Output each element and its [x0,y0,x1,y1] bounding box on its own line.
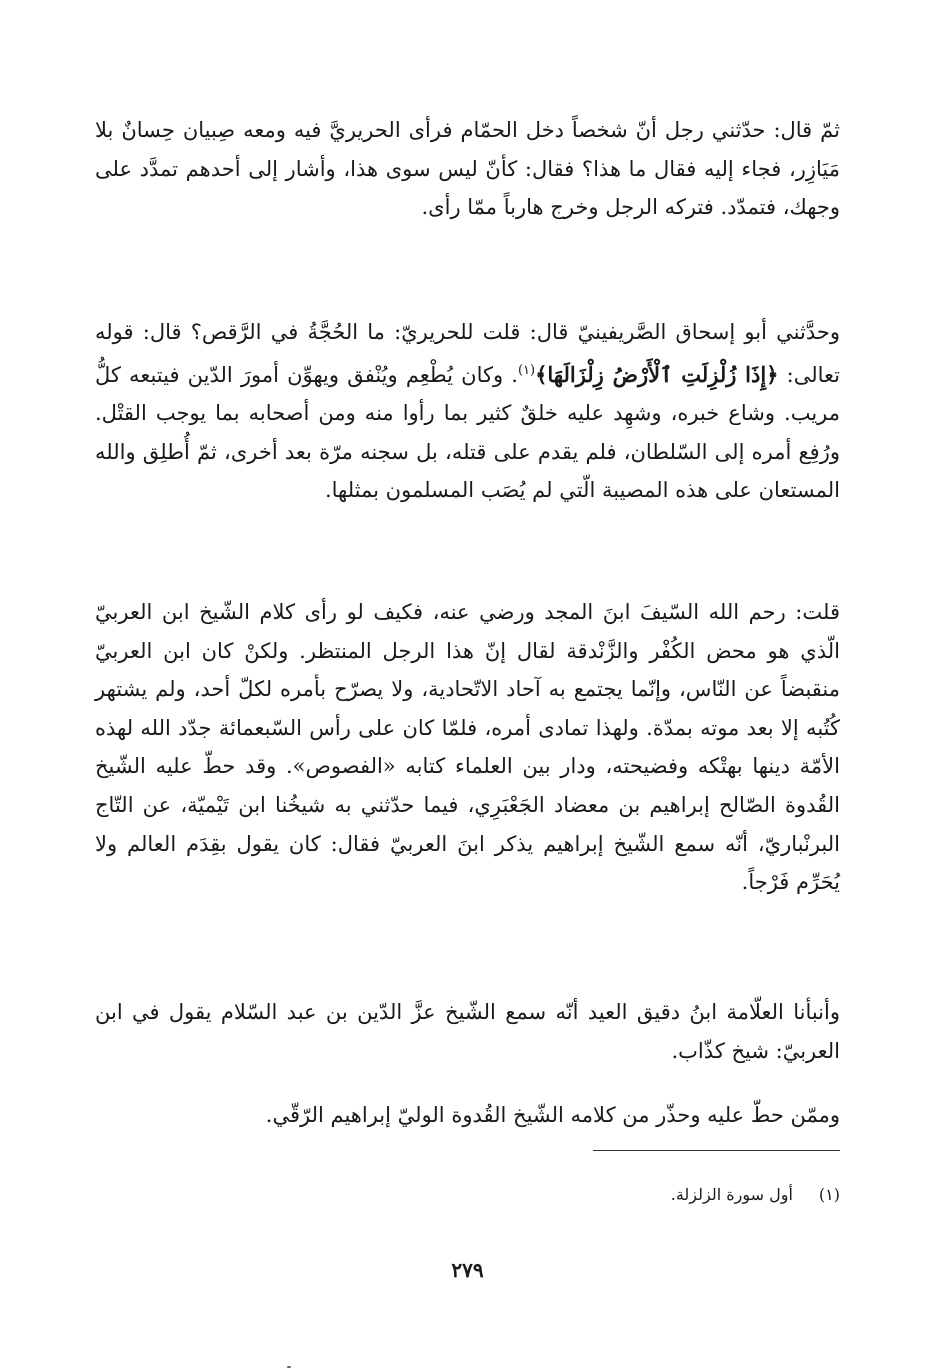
paragraph-1 [95,111,840,227]
footnote-text: أول سورة الزلزلة. [670,1185,793,1204]
paragraph-4-text: وأنبأنا العلّامة ابنُ دقيق العيد أنّه سمع الشّيخ عزَّ الدّين بن عبد السّلام يقول في ابن العربيّ: شيخ كذّاب. [95,1000,840,1063]
paragraph-2-rest: . وكان يُطْعِم ويُنْفق ويهوِّن أمورَ الدّين فيتبعه كلُّ مريب. وشاع خبره، وشهِد عليه خلقٌ كثير بما رأوا منه ومن أصحابه بما يوجب القتْل. ورُفِع أمره إلى السّلطان، فلم يقدم على قتله، بل سجنه مرّة بعد أخرى، ثمّ أُطلِق والله المستعان على هذه المصيبة الّتي لم يُصَب المسلمون بمثلها. [95,362,840,503]
paragraph-2-lead: وحدَّثني أبو إسحاق الصَّريفينيّ قال: قلت للحريريّ: ما الحُجَّةُ في الرَّقص؟ قال: قوله تعالى: [95,320,840,387]
paragraph-2-text [95,313,840,510]
paragraph-1-text: ثمّ قال: حدّثني رجل أنّ شخصاً دخل الحمّام فرأى الحريريَّ فيه ومعه صِبيان حِسانٌ بلا مَيَازِر، فجاء إليه فقال ما هذا؟ فقال: كأنّ ليس سوى هذا، وأشار إلى أحدهم تمدَّد على وجهك، فتمدّد. فتركه الرجل وخرج هارباً ممّا رأى. [95,118,840,220]
scan-speck [287,1366,291,1368]
footnote-number: (١) [818,1185,840,1204]
paragraph-5-text: وممّن حطّ عليه وحذّر من كلامه الشّيخ القُدوة الوليّ إبراهيم الرّقّي. [265,1103,840,1127]
paragraph-3 [95,593,840,902]
footnote-divider [593,1150,840,1151]
page-number: ٢٧٩ [451,1258,484,1282]
paragraph-4 [95,993,840,1070]
paragraph-2 [95,313,840,510]
paragraph-3-text: قلت: رحم الله السّيفَ ابنَ المجد ورضي عنه، فكيف لو رأى كلام الشّيخ ابن العربيّ الّذي هو محض الكُفْر والزَّنْدقة لقال إنّ هذا الرجل المنتظر. ولكنْ كان ابن العربيّ منقبضاً عن النّاس، وإنّما يجتمع به آحاد الاتّحادية، ولا يصرّح بأمره لكلّ أحد، ولم يشتهر كُتُبه إلا بعد موته بمدّة. ولهذا تمادى أمره، فلمّا كان على رأس السّبعمائة جدّد الله لهذه الأمّة دينها بهتْكه وفضيحته، ودار بين العلماء كتابه «الفصوص». وقد حطّ عليه الشّيخ القُدوة الصّالح إبراهيم بن معضاد الجَعْبَرِي، فيما حدّثني به شيخُنا ابن تَيْميّة، عن التّاج البرنْباريّ، أنّه سمع الشّيخ إبراهيم يذكر ابنَ العربيّ فقال: كان يقول بقِدَم العالم ولا يُحَرِّم فَرْجاً. [95,600,840,895]
quran-verse: ﴿إِذَا زُلْزِلَتِ ٱلْأَرْضُ زِلْزَالَهَا﴾ [535,361,779,387]
footnote-reference: (١) [517,362,536,378]
footnote [500,1183,840,1207]
paragraph-5 [95,1096,840,1135]
